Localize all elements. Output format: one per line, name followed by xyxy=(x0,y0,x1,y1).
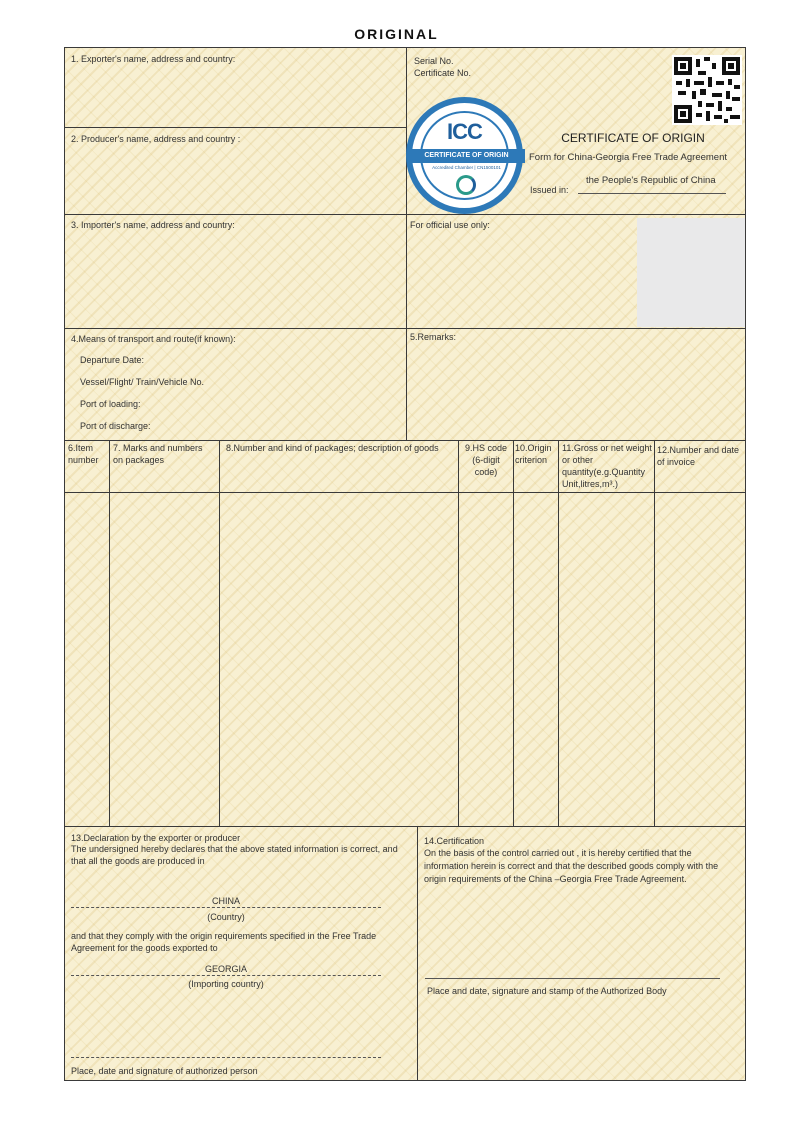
divider xyxy=(64,127,406,128)
certificate-title: CERTIFICATE OF ORIGIN xyxy=(561,131,705,145)
certification-label: 14.Certification xyxy=(424,836,485,846)
icc-logo xyxy=(406,97,523,214)
divider xyxy=(558,440,559,826)
divider xyxy=(64,440,746,441)
official-use-area xyxy=(637,218,745,327)
divider xyxy=(417,826,418,1081)
divider xyxy=(219,440,220,826)
divider xyxy=(458,440,459,826)
divider xyxy=(64,826,746,827)
declaration-label: 13.Declaration by the exporter or producer xyxy=(71,833,241,843)
qr-code xyxy=(672,55,742,125)
importing-country: GEORGIA xyxy=(204,964,247,974)
importing-line xyxy=(71,975,381,976)
official-use-label: For official use only: xyxy=(410,220,490,230)
divider xyxy=(406,47,407,440)
authorized-body-label: Place and date, signature and stamp of the Authorized Body xyxy=(427,986,667,996)
exporter-label: 1. Exporter's name, address and country: xyxy=(71,54,236,64)
signature-line xyxy=(71,1057,381,1058)
swirl-icon xyxy=(456,175,476,195)
issued-label: Issued in: xyxy=(530,185,569,195)
divider xyxy=(654,440,655,826)
producing-country: CHINA xyxy=(211,896,240,906)
divider xyxy=(64,328,746,329)
port-of-loading-label: Port of loading: xyxy=(80,399,141,409)
issued-line xyxy=(578,193,726,194)
col-invoice: 12.Number and date of invoice xyxy=(657,445,740,467)
logo-band-sub: Accredited Chamber | CN1500101 xyxy=(432,165,501,170)
divider xyxy=(64,214,746,215)
declaration-text-2: and that they comply with the origin requirements specified in the Free Trade Agreement for the goods exported to xyxy=(71,931,377,953)
country-line xyxy=(71,907,381,908)
vessel-label: Vessel/Flight/ Train/Vehicle No. xyxy=(80,377,205,387)
departure-date-label: Departure Date: xyxy=(80,355,145,365)
col-item-number: 6.Item number xyxy=(68,443,99,465)
logo-band: CERTIFICATE OF ORIGIN xyxy=(408,149,525,163)
col-marks-numbers: 7. Marks and numbers on packages xyxy=(113,443,203,465)
divider xyxy=(64,492,746,493)
icc-acronym: ICC xyxy=(447,119,482,144)
importing-caption: (Importing country) xyxy=(188,979,264,989)
col-origin-criterion: 10.Origin criterion xyxy=(515,443,552,465)
page-heading: ORIGINAL xyxy=(354,26,439,42)
col-hs-code: 9.HS code (6-digit code) xyxy=(464,443,508,477)
importer-label: 3. Importer's name, address and country: xyxy=(71,220,235,230)
divider xyxy=(109,440,110,826)
authorized-body-line xyxy=(425,978,720,979)
col-weight-quantity: 11.Gross or net weight or other quantity(e.g.Quantity Unit,litres,m³.) xyxy=(562,443,652,489)
certification-text: On the basis of the control carried out , it is hereby certified that the information herein is correct and that the described goods comply with the origin requirements of the China –Georgia Free Trade Agreement. xyxy=(424,848,719,884)
divider xyxy=(513,440,514,826)
authorized-person-label: Place, date and signature of authorized person xyxy=(71,1066,258,1076)
certificate-subtitle: Form for China-Georgia Free Trade Agreement xyxy=(529,152,728,163)
transport-label: 4.Means of transport and route(if known): xyxy=(71,334,236,344)
certificate-form xyxy=(64,47,746,1081)
country-caption: (Country) xyxy=(207,912,245,922)
producer-label: 2. Producer's name, address and country : xyxy=(71,134,241,144)
col-description: 8.Number and kind of packages; description of goods xyxy=(226,443,439,453)
serial-label: Serial No. xyxy=(414,56,454,66)
issued-country: the People's Republic of China xyxy=(586,175,716,186)
declaration-text: The undersigned hereby declares that the above stated information is correct, and that all the goods are produced in xyxy=(71,844,398,866)
certificate-number-label: Certificate No. xyxy=(414,68,472,78)
remarks-label: 5.Remarks: xyxy=(410,332,457,342)
port-of-discharge-label: Port of discharge: xyxy=(80,421,151,431)
